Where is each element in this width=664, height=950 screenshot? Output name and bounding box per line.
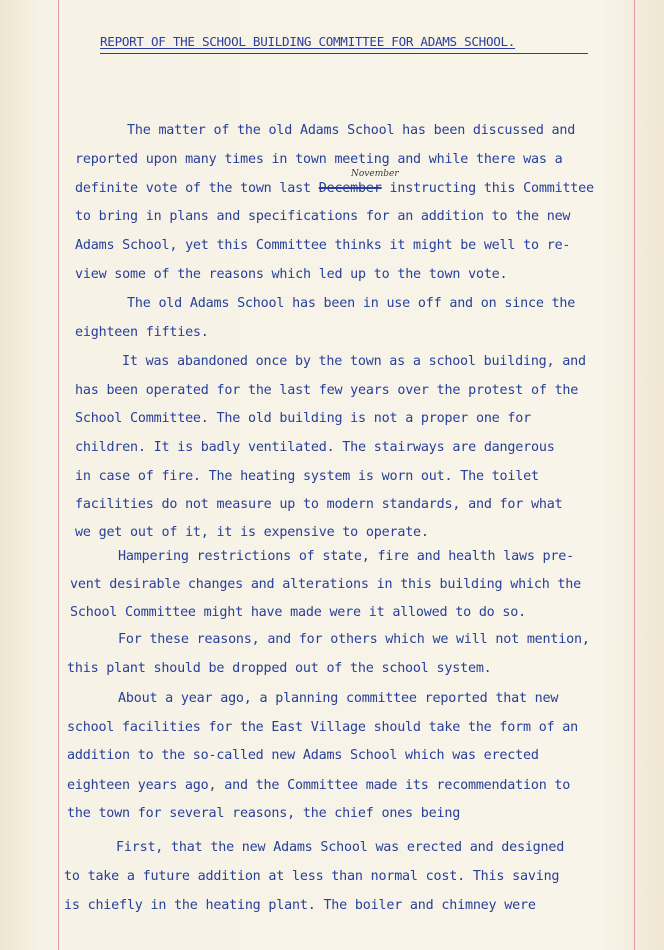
text-line: to take a future addition at less than normal cost. This saving [64,869,560,884]
text-line: is chiefly in the heating plant. The boiler and chimney were [64,898,536,913]
text-line: School Committee might have made were it allowed to do so. [70,605,526,620]
text-line: we get out of it, it is expensive to operate. [75,525,429,540]
text-line: For these reasons, and for others which we will not mention, [118,632,590,647]
text-line: facilities do not measure up to modern standards, and for what [75,497,563,512]
struck-word: December [318,181,382,196]
text-line: in case of fire. The heating system is worn out. The toilet [75,469,539,484]
text-segment: definite vote of the town last [75,181,319,196]
text-segment: instructing this Committee [381,181,594,196]
text-line: About a year ago, a planning committee reported that new [118,691,559,706]
text-line: this plant should be dropped out of the school system. [67,661,492,676]
text-line: The old Adams School has been in use off and on since the [127,296,576,311]
handwritten-correction: November [351,169,399,179]
left-margin-line [58,0,59,950]
text-line: The matter of the old Adams School has been discussed and [127,123,576,138]
text-line: to bring in plans and specifications for an addition to the new [75,209,571,224]
text-line: It was abandoned once by the town as a school building, and [122,354,586,369]
text-line: children. It is badly ventilated. The stairways are dangerous [75,440,555,455]
text-line: school facilities for the East Village should take the form of an [67,720,579,735]
text-line: reported upon many times in town meeting and while there was a [75,152,563,167]
text-line: addition to the so-called new Adams School which was erected [67,748,539,763]
document-title: REPORT OF THE SCHOOL BUILDING COMMITTEE FOR ADAMS SCHOOL. [100,34,516,49]
text-line: has been operated for the last few years over the protest of the [75,383,579,398]
text-line: Hampering restrictions of state, fire and health laws pre- [118,549,574,564]
text-line: School Committee. The old building is not a proper one for [75,411,531,426]
right-margin-line [634,0,635,950]
text-line: First, that the new Adams School was erected and designed [116,840,565,855]
text-line: Adams School, yet this Committee thinks it might be well to re- [75,238,571,253]
text-line-with-correction [75,181,594,197]
text-line: vent desirable changes and alterations in this building which the [70,577,582,592]
text-line: view some of the reasons which led up to the town vote. [75,267,508,282]
title-double-underline [100,53,588,54]
text-line: eighteen fifties. [75,325,209,340]
text-line: eighteen years ago, and the Committee made its recommendation to [67,778,571,793]
text-line: the town for several reasons, the chief ones being [67,806,461,821]
